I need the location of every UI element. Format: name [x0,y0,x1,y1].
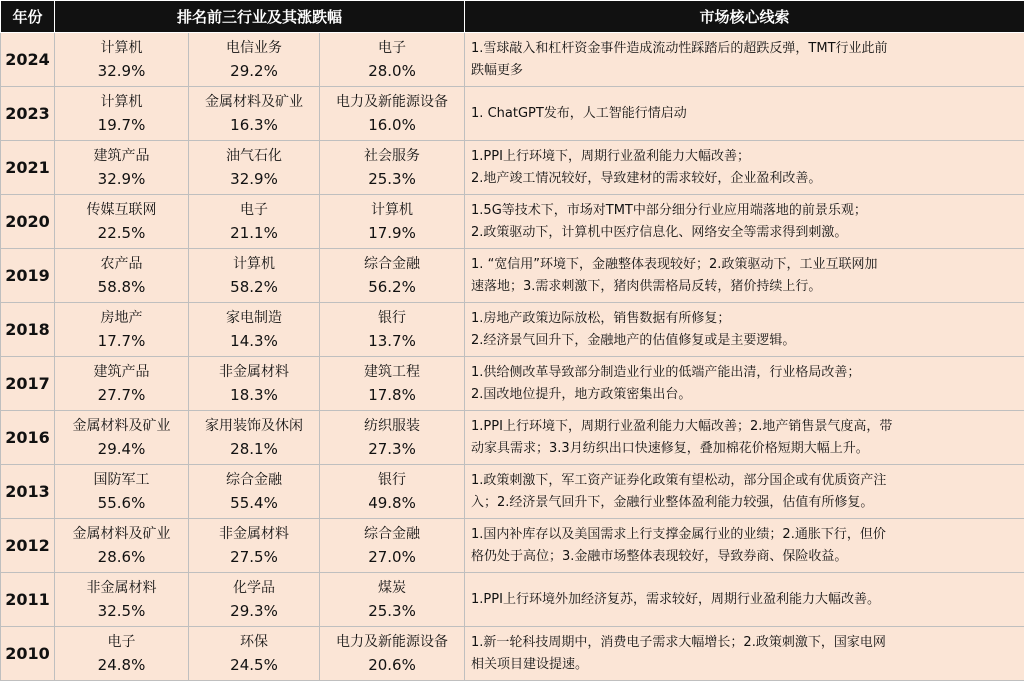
industry-cell [55,33,189,87]
industry-name: 金属材料及矿业 [72,525,171,542]
industry-name: 银行 [378,471,407,488]
industry-cell [320,249,465,303]
year-cell: 2024 [1,33,55,87]
industry-name: 电力及新能源设备 [336,633,449,650]
industry-name: 社会服务 [364,147,421,164]
industry-cell [320,465,465,519]
industry-change: 25.3% [368,169,416,188]
industry-change: 55.6% [97,493,146,512]
industry-change: 18.3% [230,385,278,404]
clue-cell [465,411,1024,465]
clue-line: 1.国内补库存以及美国需求上行支撑金属行业的业绩；2.通胀下行，但价 [471,526,886,542]
industry-name: 农产品 [100,255,143,272]
year-cell: 2021 [1,141,55,195]
industry-cell [55,87,189,141]
clue-line: 速落地；3.需求刺激下，猪肉供需格局反转，猪价持续上行。 [471,278,822,294]
industry-change: 32.9% [97,169,146,188]
clue-line: 2.地产竣工情况较好，导致建材的需求较好，企业盈利改善。 [471,170,822,186]
industry-name: 纺织服装 [364,417,421,434]
industry-cell [55,573,189,627]
industry-cell [320,573,465,627]
industry-cell [320,195,465,249]
industry-name: 房地产 [100,309,143,326]
clue-line: 1. ChatGPT发布，人工智能行情启动 [471,105,687,121]
industry-change: 49.8% [368,493,416,512]
industry-change: 29.3% [230,601,278,620]
industry-change: 55.4% [230,493,278,512]
industry-cell [189,411,320,465]
table-row [1,195,1024,249]
industry-change: 32.5% [97,601,146,620]
industry-cell [189,357,320,411]
table-body [1,33,1024,681]
industry-change: 24.8% [97,655,146,674]
industry-change: 27.0% [368,547,416,566]
industry-name: 家用装饰及休闲 [205,417,303,434]
industry-name: 传媒互联网 [86,201,157,218]
clue-line: 入；2.经济景气回升下，金融行业整体盈利能力较强，估值有所修复。 [471,494,874,510]
industry-name: 计算机 [100,93,143,110]
industry-change: 22.5% [97,223,146,242]
industry-change: 28.0% [368,61,416,80]
clue-line: 1.PPI上行环境下，周期行业盈利能力大幅改善；2.地产销售景气度高，带 [471,418,893,434]
industry-name: 电信业务 [226,39,282,56]
industry-change: 17.7% [97,331,146,350]
industry-cell [55,627,189,681]
industry-cell [189,33,320,87]
industry-change: 32.9% [97,61,146,80]
industry-change: 17.9% [368,223,416,242]
year-cell: 2010 [1,627,55,681]
industry-change: 27.5% [230,547,278,566]
industry-change: 16.0% [368,115,416,134]
clue-cell [465,627,1024,681]
clue-cell [465,465,1024,519]
table-row [1,465,1024,519]
industry-name: 计算机 [371,201,414,218]
industry-cell [55,249,189,303]
header-row [1,1,1024,33]
industry-change: 17.8% [368,385,416,404]
industry-change: 25.3% [368,601,416,620]
clue-cell [465,303,1024,357]
table-row [1,303,1024,357]
clue-line: 1.PPI上行环境下，周期行业盈利能力大幅改善； [471,148,750,164]
industry-cell [320,141,465,195]
clue-cell [465,33,1024,87]
clue-cell [465,249,1024,303]
industry-name: 国防军工 [93,471,150,488]
industry-cell [189,465,320,519]
industry-change: 19.7% [97,115,146,134]
industry-cell [320,357,465,411]
year-cell: 2013 [1,465,55,519]
clue-line: 1.房地产政策边际放松，销售数据有所修复； [471,310,731,326]
industry-name: 建筑工程 [364,363,421,380]
clue-cell [465,87,1024,141]
industry-cell [189,195,320,249]
industry-name: 电子 [240,201,268,218]
year-cell: 2020 [1,195,55,249]
industry-cell [55,411,189,465]
industry-change: 16.3% [230,115,278,134]
year-cell: 2019 [1,249,55,303]
clue-line: 1.新一轮科技周期中，消费电子需求大幅增长；2.政策刺激下，国家电网 [471,634,886,650]
industry-name: 电力及新能源设备 [336,93,449,110]
table-row [1,519,1024,573]
industry-name: 综合金融 [364,525,421,542]
industry-change: 13.7% [368,331,416,350]
industry-cell [189,87,320,141]
industry-change: 27.7% [97,385,146,404]
industry-name: 化学品 [233,579,275,596]
industry-change: 24.5% [230,655,278,674]
industry-cell [320,519,465,573]
industry-name: 计算机 [233,255,275,272]
industry-cell [189,303,320,357]
industry-name: 油气石化 [226,147,282,164]
table-row [1,573,1024,627]
industry-cell [189,249,320,303]
industry-change: 20.6% [368,655,416,674]
industry-name: 家电制造 [226,309,282,326]
industry-cell [55,303,189,357]
industry-change: 21.1% [230,223,278,242]
table-row [1,33,1024,87]
industry-name: 非金属材料 [86,579,157,596]
industry-cell [320,411,465,465]
clue-line: 1.PPI上行环境外加经济复苏，需求较好，周期行业盈利能力大幅改善。 [471,591,880,607]
year-cell: 2016 [1,411,55,465]
industry-name: 金属材料及矿业 [205,93,303,110]
table-row [1,141,1024,195]
clue-cell [465,195,1024,249]
industry-cell [320,627,465,681]
year-cell: 2017 [1,357,55,411]
industry-name: 非金属材料 [219,363,289,380]
industry-cell [55,357,189,411]
industry-change: 28.1% [230,439,278,458]
year-cell: 2012 [1,519,55,573]
industry-change: 29.2% [230,61,278,80]
industry-change: 29.4% [97,439,146,458]
industry-change: 56.2% [368,277,416,296]
industry-cell [189,519,320,573]
industry-cell [320,303,465,357]
clue-line: 1. “宽信用”环境下，金融整体表现较好；2.政策驱动下，工业互联网加 [471,256,878,272]
industry-cell [55,465,189,519]
industry-change: 28.6% [97,547,146,566]
clue-line: 1.政策刺激下，军工资产证券化政策有望松动，部分国企或有优质资产注 [471,472,887,488]
clue-line: 2.经济景气回升下，金融地产的估值修复或是主要逻辑。 [471,332,796,348]
industry-name: 煤炭 [378,579,407,596]
table-row [1,627,1024,681]
industry-name: 电子 [378,39,407,56]
header-clue: 市场核心线索 [465,1,1024,33]
industry-name: 非金属材料 [219,525,289,542]
year-cell: 2018 [1,303,55,357]
clue-line: 相关项目建设提速。 [471,656,589,672]
industry-cell [55,195,189,249]
industry-name: 环保 [240,633,268,650]
industry-name: 银行 [378,309,407,326]
clue-line: 2.国改地位提升，地方政策密集出台。 [471,386,692,402]
clue-cell [465,519,1024,573]
year-cell: 2011 [1,573,55,627]
industry-cell [55,519,189,573]
industry-cell [189,141,320,195]
industry-cell [320,33,465,87]
industry-cell [189,627,320,681]
table-row [1,357,1024,411]
clue-line: 1.供给侧改革导致部分制造业行业的低端产能出清，行业格局改善； [471,364,861,380]
industry-name: 综合金融 [226,471,282,488]
clue-cell [465,573,1024,627]
header-year: 年份 [1,1,55,33]
clue-line: 1.雪球敲入和杠杆资金事件造成流动性踩踏后的超跌反弹，TMT行业此前 [471,40,888,56]
industry-cell [320,87,465,141]
table-row [1,411,1024,465]
industry-name: 电子 [107,633,136,650]
industry-cell [189,573,320,627]
industry-change: 27.3% [368,439,416,458]
industry-name: 建筑产品 [93,147,150,164]
table-row [1,87,1024,141]
clue-line: 动家具需求；3.3月纺织出口快速修复，叠加棉花价格短期大幅上升。 [471,440,869,456]
industry-name: 金属材料及矿业 [72,417,171,434]
clue-line: 2.政策驱动下，计算机中医疗信息化、网络安全等需求得到刺激。 [471,224,848,240]
table-row [1,249,1024,303]
industry-cell [55,141,189,195]
industry-name: 建筑产品 [93,363,150,380]
header-top3: 排名前三行业及其涨跌幅 [55,1,465,33]
industry-change: 58.2% [230,277,278,296]
industry-change: 32.9% [230,169,278,188]
clue-line: 1.5G等技术下，市场对TMT中部分细分行业应用端落地的前景乐观； [471,202,867,218]
year-cell: 2023 [1,87,55,141]
clue-line: 跌幅更多 [471,62,524,78]
industry-name: 计算机 [100,39,143,56]
clue-cell [465,357,1024,411]
industry-name: 综合金融 [364,255,421,272]
clue-line: 格仍处于高位；3.金融市场整体表现较好，导致券商、保险收益。 [471,548,848,564]
clue-cell [465,141,1024,195]
industry-change: 58.8% [97,277,146,296]
industry-change: 14.3% [230,331,278,350]
